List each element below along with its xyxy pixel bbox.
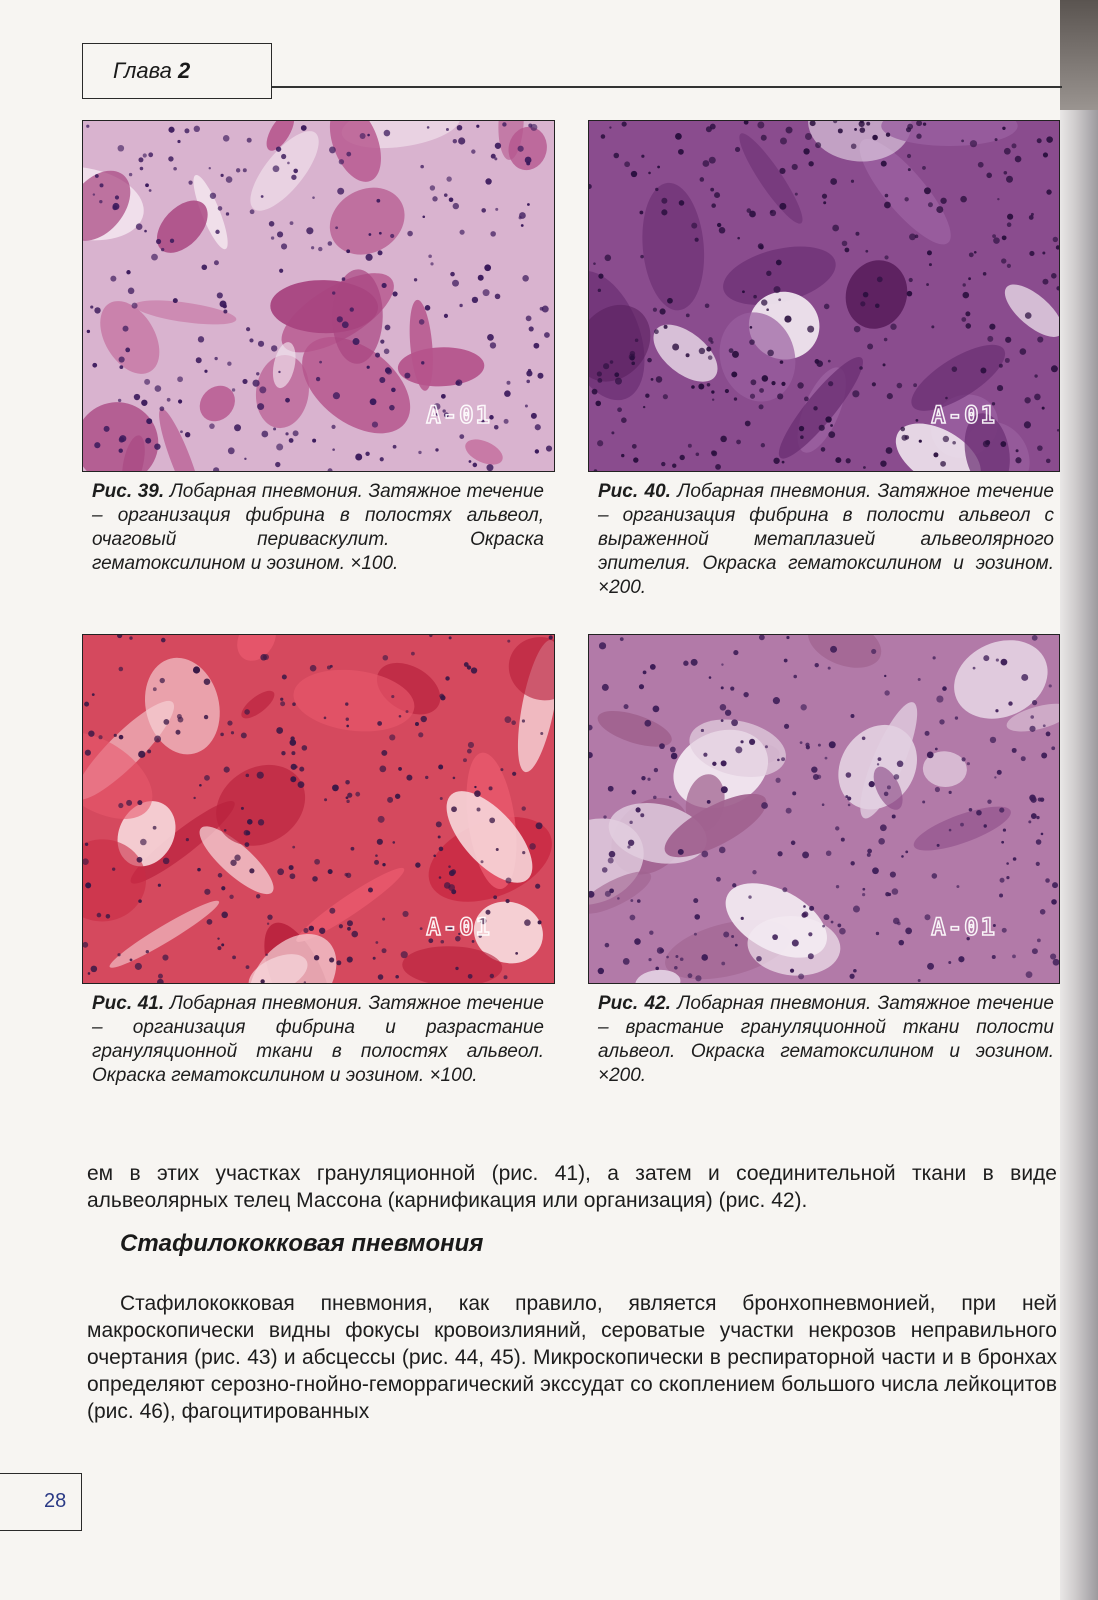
figure-40-watermark: A-01: [931, 401, 997, 429]
figure-39-caption: [92, 480, 544, 576]
figure-40-micrograph: [588, 120, 1060, 472]
section-paragraph: Стафилококковая пневмония, как правило, является бронхопневмонией, при ней макроскопически видны фокусы кровоизлияний, сероватые участки некрозов неправильного очертания (рис. 43) и абсцессы (рис. 44, 45). Микроскопически в респираторной части и в бронхах определяют серозно-гнойно-геморрагический экссудат со скоплением большого числа лейкоцитов (рис. 46), фагоцитированных: [87, 1292, 1057, 1423]
figure-41-caption: [92, 992, 544, 1088]
figure-42-watermark: A-01: [931, 913, 997, 941]
figure-42-micrograph: [588, 634, 1060, 984]
page-binding-edge: [1060, 0, 1098, 1600]
figure-40-caption: [598, 480, 1054, 600]
figure-42-text: Лобарная пневмония. Затяжное течение – врастание грануляционной ткани полости альвеол. Окраска гематоксилином и эозином. ×200.: [598, 993, 1054, 1086]
figure-39-watermark: A-01: [426, 401, 492, 429]
figure-40-label: Рис. 40.: [598, 481, 671, 502]
chapter-word: Глава: [113, 58, 172, 83]
page-number: 28: [44, 1490, 67, 1512]
figure-41-watermark: A-01: [426, 913, 492, 941]
figure-41-micrograph: [82, 634, 555, 984]
chapter-number: 2: [178, 58, 191, 83]
header-rule: [272, 86, 1062, 88]
figure-42-label: Рис. 42.: [598, 993, 671, 1014]
figure-42-caption: [598, 992, 1054, 1088]
page-number-box: [0, 1473, 82, 1531]
continuation-paragraph: ем в этих участках грануляционной (рис. 41), а затем и соединительной ткани в виде альвеолярных телец Массона (карнификация или организация) (рис. 42).: [87, 1162, 1057, 1212]
chapter-header: [113, 58, 190, 84]
figure-39-label: Рис. 39.: [92, 481, 165, 502]
figure-39-micrograph: [82, 120, 555, 472]
figure-40-text: Лобарная пневмония. Затяжное течение – организация фибрина в полости альвеол с выраженной метаплазией альвеолярного эпителия. Окраска гематоксилином и эозином. ×200.: [598, 481, 1054, 598]
figure-41-label: Рис. 41.: [92, 993, 165, 1014]
section-title: Стафилококковая пневмония: [120, 1230, 484, 1257]
figure-41-text: Лобарная пневмония. Затяжное течение – организация фибрина и разрастание грануляционной ткани в полостях альвеол. Окраска гематоксилином и эозином. ×100.: [92, 993, 544, 1086]
figure-39-text: Лобарная пневмония. Затяжное течение – организация фибрина в полостях альвеол, очаговый периваскулит. Окраска гематоксилином и эозином. ×100.: [92, 481, 544, 574]
page-binding-edge-top: [1060, 0, 1098, 110]
